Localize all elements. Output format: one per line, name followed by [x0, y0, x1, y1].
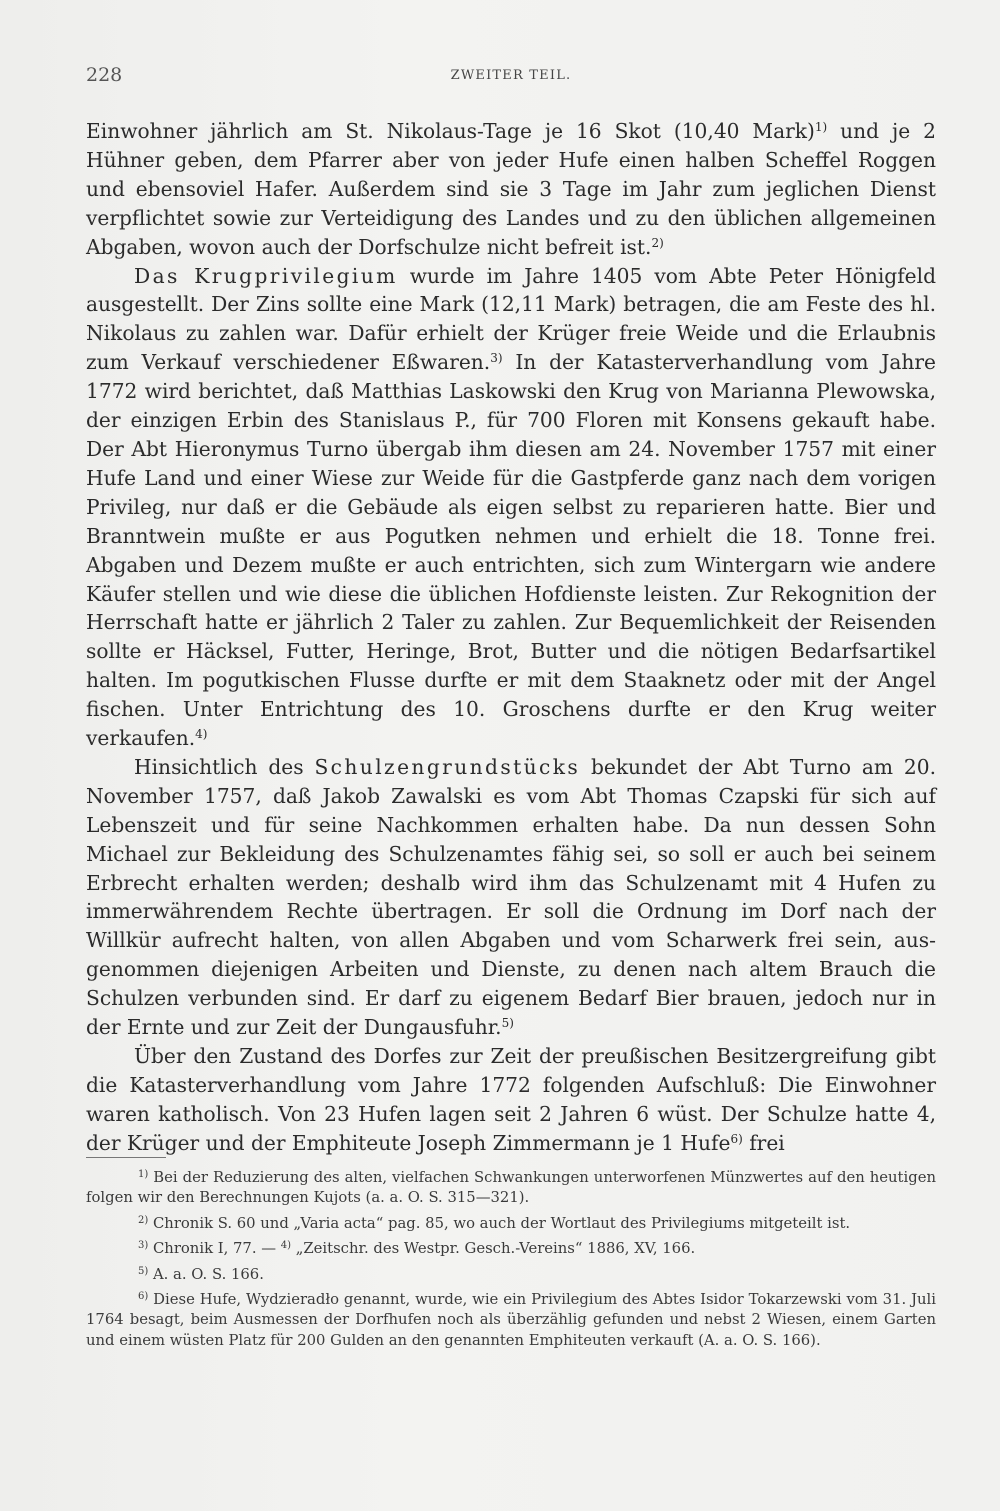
paragraph-2-text-a: wurde im Jahre 1405 vom Abte Peter Hönigfeld ausgestellt. Der Zins sollte eine Mark (12,11 Mark) betragen, die am Feste des hl. Nikolaus zu zahlen war. Dafür erhielt der Krüger freie Weide und die Erlaubnis zum Verkauf verschiedener Eßwaren.	[86, 263, 937, 375]
footnote-6	[86, 1290, 936, 1351]
footnote-ref-4: 4)	[195, 727, 208, 742]
paragraph-2	[86, 262, 936, 753]
main-text	[86, 117, 936, 1158]
footnote-5-number: 5)	[138, 1265, 149, 1277]
paragraph-3-text-b: bekundet der Abt Turno am 20. November 1757, daß Jakob Zawalski es vom Abt Thomas Czapski für sich auf Lebenszeit und für seine Nachkommen erhalten habe. Da nun dessen Sohn Michael zur Bekleidung des Schulzenamtes fähig sei, so soll er auch bei seinem Erbrecht erhalten werden; deshalb wird ihm das Schulzenamt mit 4 Hufen zu immerwährendem Rechte übertragen. Er soll die Ordnung im Dorf nach der Willkür aufrecht halten, von allen Abgaben und vom Scharwerk frei sein, ausgenommen diejenigen Arbeiten und Dienste, zu denen nach altem Brauch die Schulzen verbunden sind. Er darf zu eigenem Bedarf Bier brauen, jedoch nur in der Ernte und zur Zeit der Dungausfuhr.	[86, 754, 936, 1040]
footnote-ref-5: 5)	[501, 1016, 514, 1031]
footnote-ref-6: 6)	[730, 1131, 743, 1146]
footnote-5	[86, 1265, 936, 1285]
footnote-ref-1: 1)	[814, 120, 828, 134]
paragraph-2-text-b: In der Katasterverhandlung vom Jahre 1772 wird berichtet, daß Matthias Laskowski den Krug von Marianna Plewowska, der einzigen Erbin des Stanislaus P., für 700 Floren mit Konsens gekauft habe. Der Abt Hieronymus Turno übergab ihm diesen am 24. November 1757 mit einer Hufe Land und einer Wiese zur Weide für die Gastpferde ganz nach dem vorigen Privileg, nur daß er die Gebäude als eigen selbst zu reparieren hatte. Bier und Branntwein mußte er aus Pogutken nehmen und erhielt die 18. Tonne frei. Abgaben und Dezem mußte er auch entrichten, sich zum Wintergarn wie andere Käufer stellen und wie diese die üblichen Hofdienste leisten. Zur Rekognition der Herrschaft hatte er jährlich 2 Taler zu zahlen. Zur Bequemlichkeit der Reisenden sollte er Häcksel, Futter, Heringe, Brot, Butter und die nötigen Bedarfsartikel halten. Im pogutkischen Flusse durfte er mit dem Staaknetz oder mit der Angel fischen. Unter Entrichtung des 10. Groschens durfte er den Krug weiter verkaufen.	[86, 350, 936, 751]
footnote-divider	[86, 1157, 166, 1158]
running-head: ZWEITER TEIL.	[450, 68, 572, 83]
footnote-ref-2: 2)	[651, 235, 664, 250]
paragraph-1-text-a: Einwohner jährlich am St. Nikolaus-Tage je 16 Skot (10,40 Mark)	[86, 119, 815, 143]
footnote-2	[86, 1214, 936, 1234]
paragraph-1-text-b: und je 2 Hühner geben, dem Pfarrer aber von jeder Hufe einen halben Scheffel Roggen und ebensoviel Hafer. Außerdem sind sie 3 Tage im Jahr zum jeglichen Dienst verpflichtet sowie zur Verteidigung des Landes und zu den üblichen allgemeinen Abgaben, wovon auch der Dorfschulze nicht befreit ist.	[86, 119, 936, 259]
footnote-3-text: Chronik I, 77. —	[148, 1240, 281, 1258]
page-number: 228	[86, 64, 123, 86]
footnote-5-text: A. a. O. S. 166.	[148, 1265, 264, 1283]
paragraph-4	[86, 1042, 936, 1158]
paragraph-3	[86, 753, 936, 1042]
footnote-3-number: 3)	[138, 1240, 149, 1252]
footnote-6-number: 6)	[138, 1291, 149, 1303]
paragraph-1	[86, 117, 936, 262]
paragraph-3-text-a: Hinsichtlich des	[134, 754, 315, 779]
page-header	[86, 62, 936, 92]
footnote-ref-3: 3)	[490, 351, 503, 366]
paragraph-2-emphasis: Das Krugprivilegium	[134, 263, 398, 288]
footnote-1-number: 1)	[138, 1169, 149, 1180]
paragraph-4-text-b: frei	[742, 1130, 785, 1155]
footnote-6-text: Diese Hufe, Wydzieradło genannt, wurde, wie ein Privilegium des Abtes Isidor Tokarzewski vom 31. Juli 1764 besagt, beim Ausmessen der Dorfhufen noch als überzählig gefunden und nebst 2 Wiesen, einem Garten und einem wüsten Platz für 200 Gulden an den genannten Emphiteuten verkauft (A. a. O. S. 166).	[86, 1291, 936, 1349]
footnotes	[86, 1168, 936, 1356]
footnote-3-4	[86, 1239, 936, 1259]
footnote-1	[86, 1168, 936, 1209]
footnote-2-number: 2)	[138, 1214, 149, 1226]
footnote-4-number: 4)	[280, 1240, 291, 1252]
paragraph-4-text-a: Über den Zustand des Dorfes zur Zeit der preußischen Besitzergreifung gibt die Katasterverhandlung vom Jahre 1772 folgenden Aufschluß: Die Einwohner waren katholisch. Von 23 Hufen lagen seit 2 Jahren 6 wüst. Der Schulze hatte 4, der Krüger und der Emphiteute Joseph Zimmermann je 1 Hufe	[86, 1044, 936, 1155]
footnote-2-text: Chronik S. 60 und „Varia acta“ pag. 85, wo auch der Wortlaut des Privilegiums mitgeteilt ist.	[148, 1214, 851, 1232]
footnote-4-text: „Zeitschr. des Westpr. Gesch.-Vereins“ 1886, XV, 166.	[291, 1240, 696, 1258]
footnote-1-text: Bei der Reduzierung des alten, vielfachen Schwankungen unterworfenen Münzwertes auf den heutigen folgen wir den Berechnungen Kujots (a. a. O. S. 315—321).	[86, 1169, 936, 1207]
paragraph-3-emphasis: Schulzengrundstücks	[314, 754, 581, 779]
